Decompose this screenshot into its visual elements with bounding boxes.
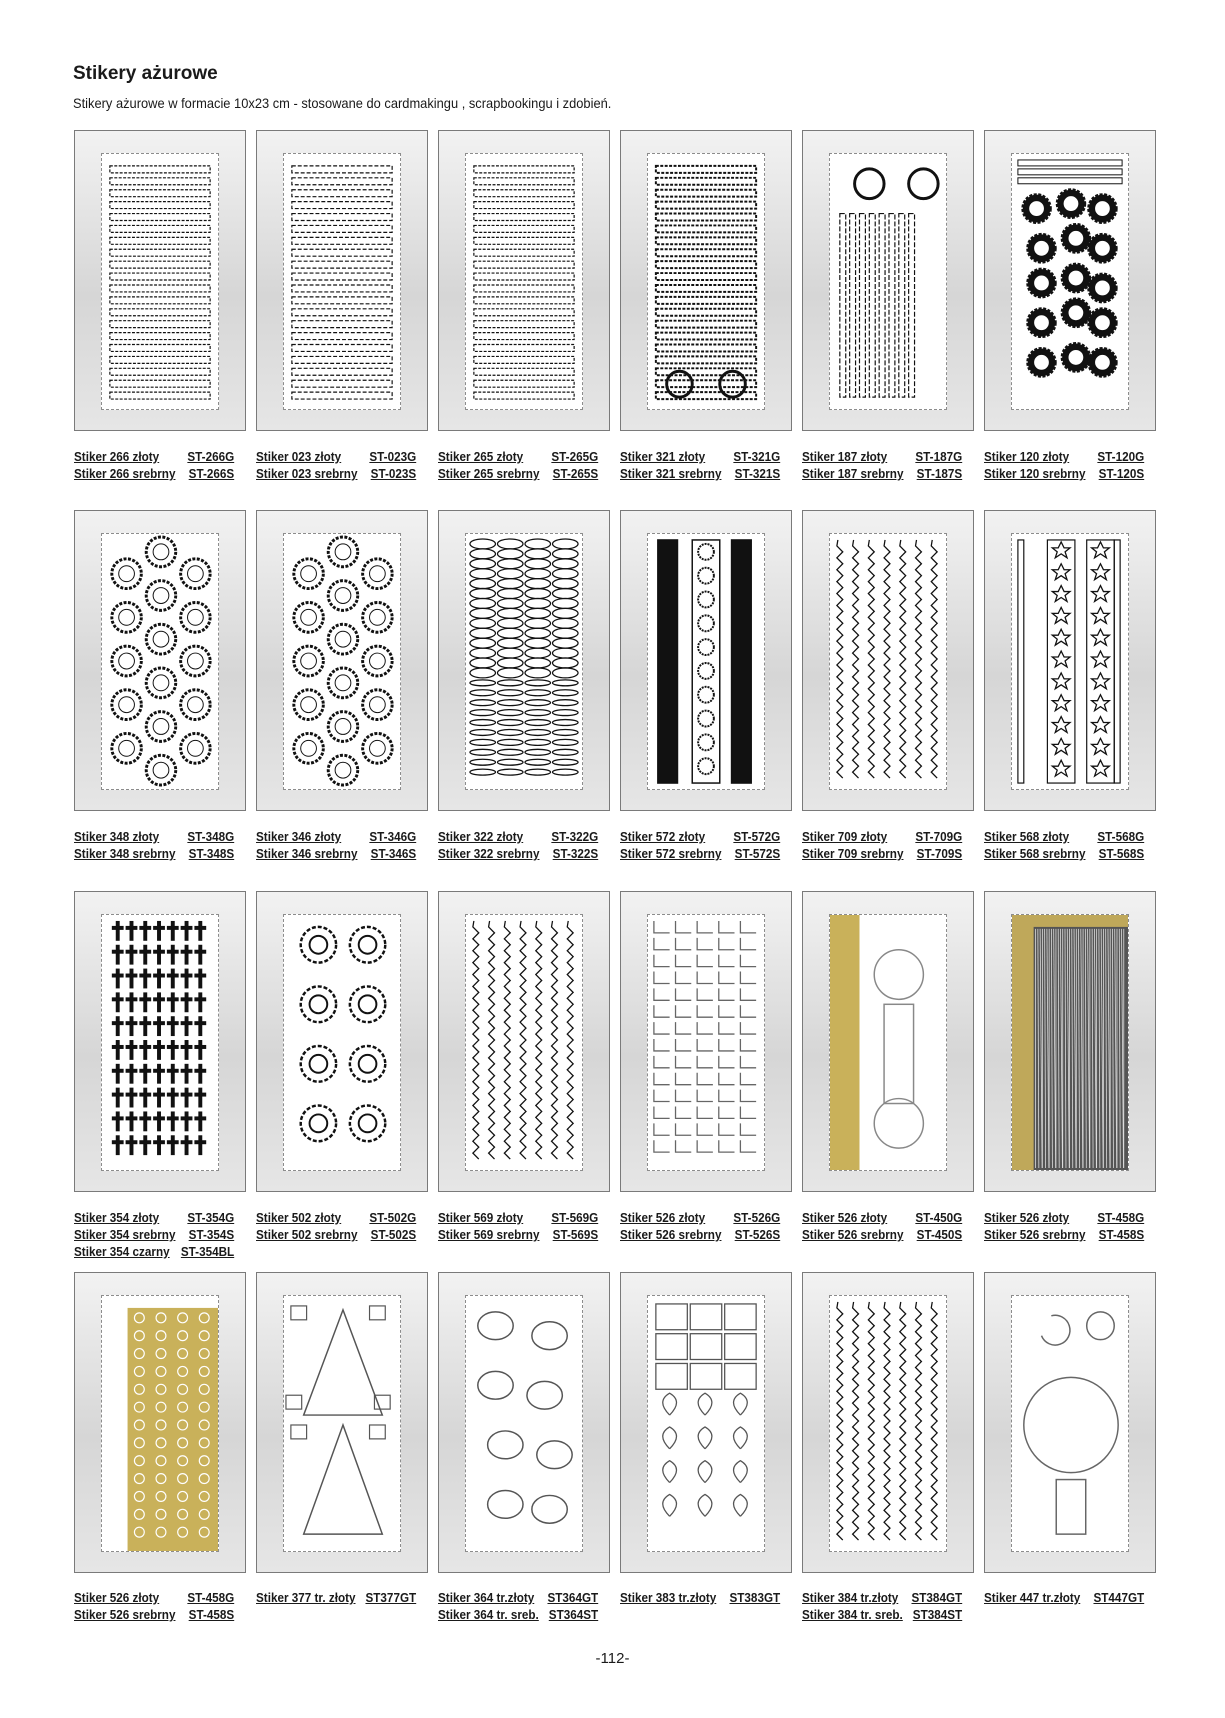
sticker-pattern-wreaths-50 [102, 534, 218, 789]
sticker-sheet-image [283, 533, 401, 790]
product-name: Stiker 526 srebrny [74, 1607, 176, 1622]
caption-line [984, 828, 1144, 845]
page-number: -112- [595, 1650, 630, 1667]
product-name: Stiker 266 złoty [74, 449, 160, 464]
product-name: Stiker 572 srebrny [620, 846, 722, 861]
product-name: Stiker 569 złoty [438, 1210, 524, 1225]
product-code: ST384GT [911, 1590, 963, 1605]
sticker-sheet-image [283, 1295, 401, 1552]
sticker-sheet-image [101, 153, 219, 410]
sticker-sheet-image [647, 533, 765, 790]
caption-line [256, 1589, 416, 1606]
caption-line [438, 1606, 598, 1623]
caption-line [438, 1209, 598, 1226]
product-name: Stiker 526 srebrny [802, 1227, 904, 1242]
product-caption [256, 1589, 416, 1606]
caption-line [802, 845, 962, 862]
product-caption [802, 448, 962, 482]
product-name: Stiker 321 srebrny [620, 466, 722, 481]
product-caption [438, 1209, 598, 1243]
caption-line [802, 1226, 962, 1243]
product-code: ST-450G [915, 1210, 963, 1225]
caption-line [74, 845, 234, 862]
product-card [74, 130, 246, 431]
product-code: ST377GT [365, 1590, 417, 1605]
sticker-sheet-image [283, 153, 401, 410]
sticker-sheet-image [829, 914, 947, 1171]
product-card [74, 891, 246, 1192]
sticker-pattern-hearts [648, 1296, 764, 1551]
product-name: Stiker 526 srebrny [984, 1227, 1086, 1242]
product-name: Stiker 187 srebrny [802, 466, 904, 481]
caption-line [620, 448, 780, 465]
product-card [256, 130, 428, 431]
product-code: ST-265G [551, 449, 599, 464]
caption-line [438, 1226, 598, 1243]
product-code: ST-709S [916, 846, 963, 861]
product-caption [984, 448, 1144, 482]
product-code: ST-450S [916, 1227, 963, 1242]
product-caption [802, 1589, 962, 1623]
sticker-pattern-capitals [466, 154, 582, 409]
product-card [74, 1272, 246, 1573]
caption-line [620, 1589, 780, 1606]
caption-line [438, 1589, 598, 1606]
caption-line [74, 465, 234, 482]
caption-line [256, 465, 416, 482]
sticker-pattern-crosses [102, 915, 218, 1170]
product-name: Stiker 266 srebrny [74, 466, 176, 481]
sticker-sheet-image [101, 1295, 219, 1552]
product-name: Stiker 187 złoty [802, 449, 888, 464]
product-code: ST-569G [551, 1210, 599, 1225]
product-name: Stiker 364 tr.złoty [438, 1590, 535, 1605]
product-name: Stiker 709 srebrny [802, 846, 904, 861]
sticker-sheet-image [1011, 914, 1129, 1171]
product-code: ST364ST [548, 1607, 599, 1622]
product-code: ST-502G [369, 1210, 417, 1225]
sticker-pattern-small-stars [466, 915, 582, 1170]
product-caption [74, 448, 234, 482]
product-card [802, 510, 974, 811]
product-code: ST-322S [552, 846, 599, 861]
product-code: ST-348G [187, 829, 235, 844]
product-code: ST-709G [915, 829, 963, 844]
product-caption [74, 828, 234, 862]
product-caption [256, 1209, 416, 1243]
caption-line [256, 448, 416, 465]
product-code: ST383GT [729, 1590, 781, 1605]
product-code: ST-572G [733, 829, 781, 844]
product-caption [438, 828, 598, 862]
sticker-pattern-snowflake-borders [648, 534, 764, 789]
product-name: Stiker 322 srebrny [438, 846, 540, 861]
product-caption [256, 828, 416, 862]
product-caption [620, 828, 780, 862]
product-name: Stiker 377 tr. złoty [256, 1590, 356, 1605]
caption-line [802, 465, 962, 482]
product-card [802, 891, 974, 1192]
product-code: ST447GT [1093, 1590, 1145, 1605]
sticker-sheet-image [1011, 153, 1129, 410]
product-name: Stiker 572 złoty [620, 829, 706, 844]
product-code: ST-266G [187, 449, 235, 464]
product-code: ST-266S [188, 466, 235, 481]
page-title: Stikery ażurowe [73, 63, 218, 84]
caption-line [802, 1589, 962, 1606]
product-card [620, 510, 792, 811]
caption-line [74, 1589, 234, 1606]
sticker-pattern-roses [284, 915, 400, 1170]
product-name: Stiker 322 złoty [438, 829, 524, 844]
product-code: ST-526S [734, 1227, 781, 1242]
product-code: ST-023S [370, 466, 417, 481]
sticker-sheet-image [647, 153, 765, 410]
product-code: ST-354S [188, 1227, 235, 1242]
product-code: ST-354G [187, 1210, 235, 1225]
product-caption [438, 1589, 598, 1623]
caption-line [256, 828, 416, 845]
product-name: Stiker 526 złoty [984, 1210, 1070, 1225]
product-code: ST-187S [916, 466, 963, 481]
product-code: ST-187G [915, 449, 963, 464]
product-card [438, 1272, 610, 1573]
sticker-sheet-image [829, 1295, 947, 1552]
sticker-pattern-stars [1012, 534, 1128, 789]
product-name: Stiker 526 złoty [74, 1590, 160, 1605]
caption-line [438, 828, 598, 845]
sticker-sheet-image [647, 1295, 765, 1552]
product-code: ST-526G [733, 1210, 781, 1225]
product-code: ST-346S [370, 846, 417, 861]
caption-line [438, 465, 598, 482]
product-code: ST-120S [1098, 466, 1145, 481]
sticker-pattern-birds [466, 1296, 582, 1551]
caption-line [802, 1606, 962, 1623]
product-caption [984, 828, 1144, 862]
caption-line [74, 1243, 234, 1260]
product-code: ST-568G [1097, 829, 1145, 844]
product-card [620, 891, 792, 1192]
product-code: ST384ST [912, 1607, 963, 1622]
product-code: ST-502S [370, 1227, 417, 1242]
product-name: Stiker 526 złoty [620, 1210, 706, 1225]
product-name: Stiker 568 srebrny [984, 846, 1086, 861]
caption-line [74, 1226, 234, 1243]
product-name: Stiker 321 złoty [620, 449, 706, 464]
sticker-pattern-wreaths-25 [284, 534, 400, 789]
product-name: Stiker 348 złoty [74, 829, 160, 844]
product-name: Stiker 354 czarny [74, 1244, 170, 1259]
product-card [984, 510, 1156, 811]
product-card [256, 891, 428, 1192]
caption-line [620, 828, 780, 845]
sticker-pattern-wreath-numbers [1012, 154, 1128, 409]
sticker-sheet-image [1011, 533, 1129, 790]
sticker-sheet-image [1011, 1295, 1129, 1552]
caption-line [620, 1209, 780, 1226]
product-name: Stiker 502 srebrny [256, 1227, 358, 1242]
product-code: ST364GT [547, 1590, 599, 1605]
product-code: ST-572S [734, 846, 781, 861]
caption-line [256, 1226, 416, 1243]
product-card [984, 130, 1156, 431]
product-name: Stiker 364 tr. sreb. [438, 1607, 539, 1622]
product-name: Stiker 354 srebrny [74, 1227, 176, 1242]
sticker-sheet-image [465, 914, 583, 1171]
product-code: ST-321G [733, 449, 781, 464]
product-card [438, 891, 610, 1192]
sticker-sheet-image [465, 533, 583, 790]
caption-line [984, 845, 1144, 862]
product-code: ST-458S [1098, 1227, 1145, 1242]
product-caption [620, 448, 780, 482]
caption-line [74, 1209, 234, 1226]
product-name: Stiker 348 srebrny [74, 846, 176, 861]
sticker-pattern-gold-angel [830, 915, 946, 1170]
caption-line [438, 845, 598, 862]
caption-line [256, 845, 416, 862]
product-caption [620, 1589, 780, 1606]
product-code: ST-458G [187, 1590, 235, 1605]
product-name: Stiker 526 srebrny [620, 1227, 722, 1242]
product-name: Stiker 526 złoty [802, 1210, 888, 1225]
sticker-pattern-gold-floral [102, 1296, 218, 1551]
sticker-pattern-lattice-borders [830, 1296, 946, 1551]
sticker-pattern-ovals [466, 534, 582, 789]
product-code: ST-120G [1097, 449, 1145, 464]
sticker-pattern-numbers-vertical [830, 154, 946, 409]
product-caption [984, 1589, 1144, 1606]
sticker-sheet-image [829, 533, 947, 790]
caption-line [438, 448, 598, 465]
product-name: Stiker 120 srebrny [984, 466, 1086, 481]
product-card [620, 130, 792, 431]
caption-line [620, 845, 780, 862]
product-card [256, 1272, 428, 1573]
product-name: Stiker 709 złoty [802, 829, 888, 844]
product-name: Stiker 023 srebrny [256, 466, 358, 481]
product-caption [802, 828, 962, 862]
sticker-sheet-image [101, 533, 219, 790]
product-caption [74, 1209, 234, 1260]
product-name: Stiker 265 srebrny [438, 466, 540, 481]
product-caption [438, 448, 598, 482]
product-code: ST-354BL [180, 1244, 235, 1259]
sticker-sheet-image [101, 914, 219, 1171]
product-card [984, 1272, 1156, 1573]
sticker-pattern-digits [284, 154, 400, 409]
product-card [438, 130, 610, 431]
product-name: Stiker 384 tr. sreb. [802, 1607, 903, 1622]
product-name: Stiker 354 złoty [74, 1210, 160, 1225]
page-subtitle: Stikery ażurowe w formacie 10x23 cm - stosowane do cardmakingu , scrapbookingu i zdobień. [73, 95, 612, 111]
sticker-sheet-image [465, 153, 583, 410]
caption-line [620, 1226, 780, 1243]
product-caption [256, 448, 416, 482]
product-name: Stiker 383 tr.złoty [620, 1590, 717, 1605]
product-card [802, 1272, 974, 1573]
sticker-pattern-letters [102, 154, 218, 409]
product-name: Stiker 447 tr.złoty [984, 1590, 1081, 1605]
product-name: Stiker 023 złoty [256, 449, 342, 464]
caption-line [984, 465, 1144, 482]
product-name: Stiker 568 złoty [984, 829, 1070, 844]
product-card [802, 130, 974, 431]
caption-line [802, 448, 962, 465]
product-caption [620, 1209, 780, 1243]
caption-line [984, 448, 1144, 465]
product-caption [74, 1589, 234, 1623]
sticker-pattern-candles [1012, 1296, 1128, 1551]
product-name: Stiker 384 tr.złoty [802, 1590, 899, 1605]
product-code: ST-265S [552, 466, 599, 481]
product-code: ST-458G [1097, 1210, 1145, 1225]
product-name: Stiker 346 srebrny [256, 846, 358, 861]
product-card [984, 891, 1156, 1192]
product-card [438, 510, 610, 811]
caption-line [802, 1209, 962, 1226]
sticker-sheet-image [829, 153, 947, 410]
product-code: ST-458S [188, 1607, 235, 1622]
caption-line [620, 465, 780, 482]
caption-line [802, 828, 962, 845]
product-code: ST-569S [552, 1227, 599, 1242]
sticker-pattern-corners [648, 915, 764, 1170]
sticker-sheet-image [283, 914, 401, 1171]
product-code: ST-348S [188, 846, 235, 861]
product-card [74, 510, 246, 811]
caption-line [74, 1606, 234, 1623]
product-name: Stiker 120 złoty [984, 449, 1070, 464]
caption-line [74, 828, 234, 845]
product-code: ST-346G [369, 829, 417, 844]
product-name: Stiker 265 złoty [438, 449, 524, 464]
sticker-pattern-zigzag-borders [830, 534, 946, 789]
caption-line [74, 448, 234, 465]
product-code: ST-322G [551, 829, 599, 844]
product-name: Stiker 569 srebrny [438, 1227, 540, 1242]
product-code: ST-321S [734, 466, 781, 481]
product-card [620, 1272, 792, 1573]
product-caption [984, 1209, 1144, 1243]
product-card [256, 510, 428, 811]
caption-line [984, 1226, 1144, 1243]
caption-line [984, 1589, 1144, 1606]
caption-line [984, 1209, 1144, 1226]
sticker-sheet-image [465, 1295, 583, 1552]
sticker-sheet-image [647, 914, 765, 1171]
product-code: ST-568S [1098, 846, 1145, 861]
product-name: Stiker 502 złoty [256, 1210, 342, 1225]
sticker-pattern-tree [284, 1296, 400, 1551]
sticker-pattern-numbers-bold [648, 154, 764, 409]
product-name: Stiker 346 złoty [256, 829, 342, 844]
sticker-pattern-gold-silver-texture [1012, 915, 1128, 1170]
product-caption [802, 1209, 962, 1243]
product-code: ST-023G [369, 449, 417, 464]
caption-line [256, 1209, 416, 1226]
